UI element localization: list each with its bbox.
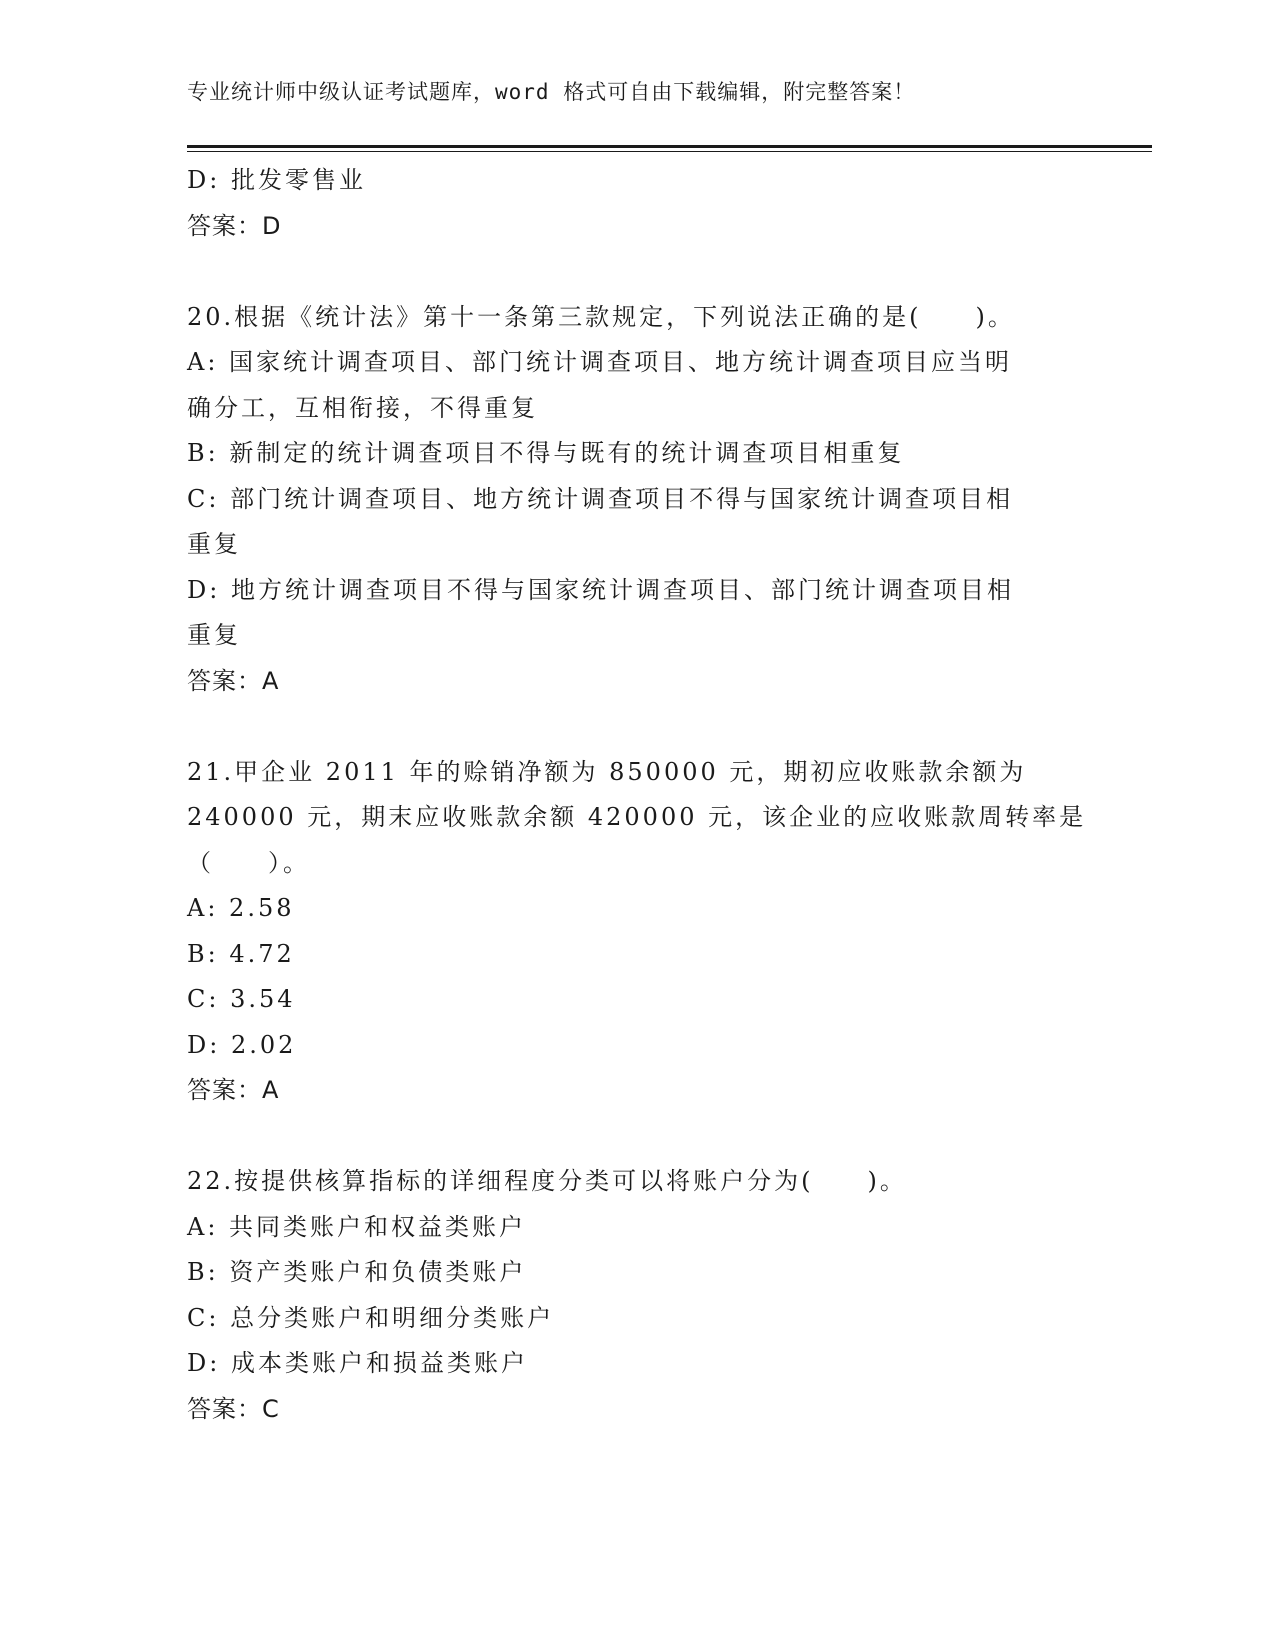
q21-option-c: C: 3.54: [187, 985, 296, 1013]
question-21: [187, 750, 1087, 1114]
question-22: [187, 1159, 1087, 1432]
q21-option-d: D: 2.02: [187, 1030, 297, 1059]
q20-option-c-line2: 重复: [187, 530, 241, 558]
q20-option-a-line1: A: 国家统计调查项目、部门统计调查项目、地方统计调查项目应当明: [187, 348, 1013, 376]
q20-option-b: B: 新制定的统计调查项目不得与既有的统计调查项目相重复: [187, 439, 905, 467]
q19-answer: 答案：D: [187, 211, 282, 240]
header-rule-thin: [187, 151, 1152, 152]
q20-option-a-line2: 确分工，互相衔接，不得重复: [187, 393, 538, 422]
question-20: [187, 295, 1087, 705]
header-rule-thick: [187, 145, 1152, 148]
q20-option-c-line1: C: 部门统计调查项目、地方统计调查项目不得与国家统计调查项目相: [187, 484, 1014, 513]
q22-answer: 答案：C: [187, 1394, 280, 1423]
q22-option-c: C: 总分类账户和明细分类账户: [187, 1303, 555, 1332]
q20-answer: 答案：A: [187, 666, 280, 695]
q20-option-d-line2: 重复: [187, 621, 241, 649]
q22-stem: 22.按提供核算指标的详细程度分类可以将账户分为( )。: [187, 1167, 907, 1195]
q20-option-d-line1: D: 地方统计调查项目不得与国家统计调查项目、部门统计调查项目相: [187, 575, 1014, 604]
q21-option-a: A: 2.58: [187, 894, 295, 922]
spacer: [187, 249, 1087, 295]
q22-option-d: D: 成本类账户和损益类账户: [187, 1349, 528, 1377]
q22-option-a: A: 共同类账户和权益类账户: [187, 1212, 527, 1241]
spacer: [187, 704, 1087, 750]
document-body: [187, 158, 1087, 1432]
page-header: 专业统计师中级认证考试题库，word 格式可自由下载编辑，附完整答案！: [187, 80, 916, 104]
q21-stem-line1: 21.甲企业 2011 年的赊销净额为 850000 元，期初应收账款余额为: [187, 757, 1027, 786]
question-19-tail: [187, 158, 1087, 249]
q21-stem-line2: 240000 元，期末应收账款余额 420000 元，该企业的应收账款周转率是: [187, 803, 1087, 831]
q21-stem-line3: （ ）。: [187, 848, 310, 877]
q21-answer: 答案：A: [187, 1076, 280, 1104]
spacer: [187, 1114, 1087, 1160]
q22-option-b: B: 资产类账户和负债类账户: [187, 1258, 527, 1286]
q21-option-b: B: 4.72: [187, 939, 295, 968]
q19-option-d: D: 批发零售业: [187, 166, 366, 194]
q20-stem: 20.根据《统计法》第十一条第三款规定，下列说法正确的是( )。: [187, 302, 1015, 331]
